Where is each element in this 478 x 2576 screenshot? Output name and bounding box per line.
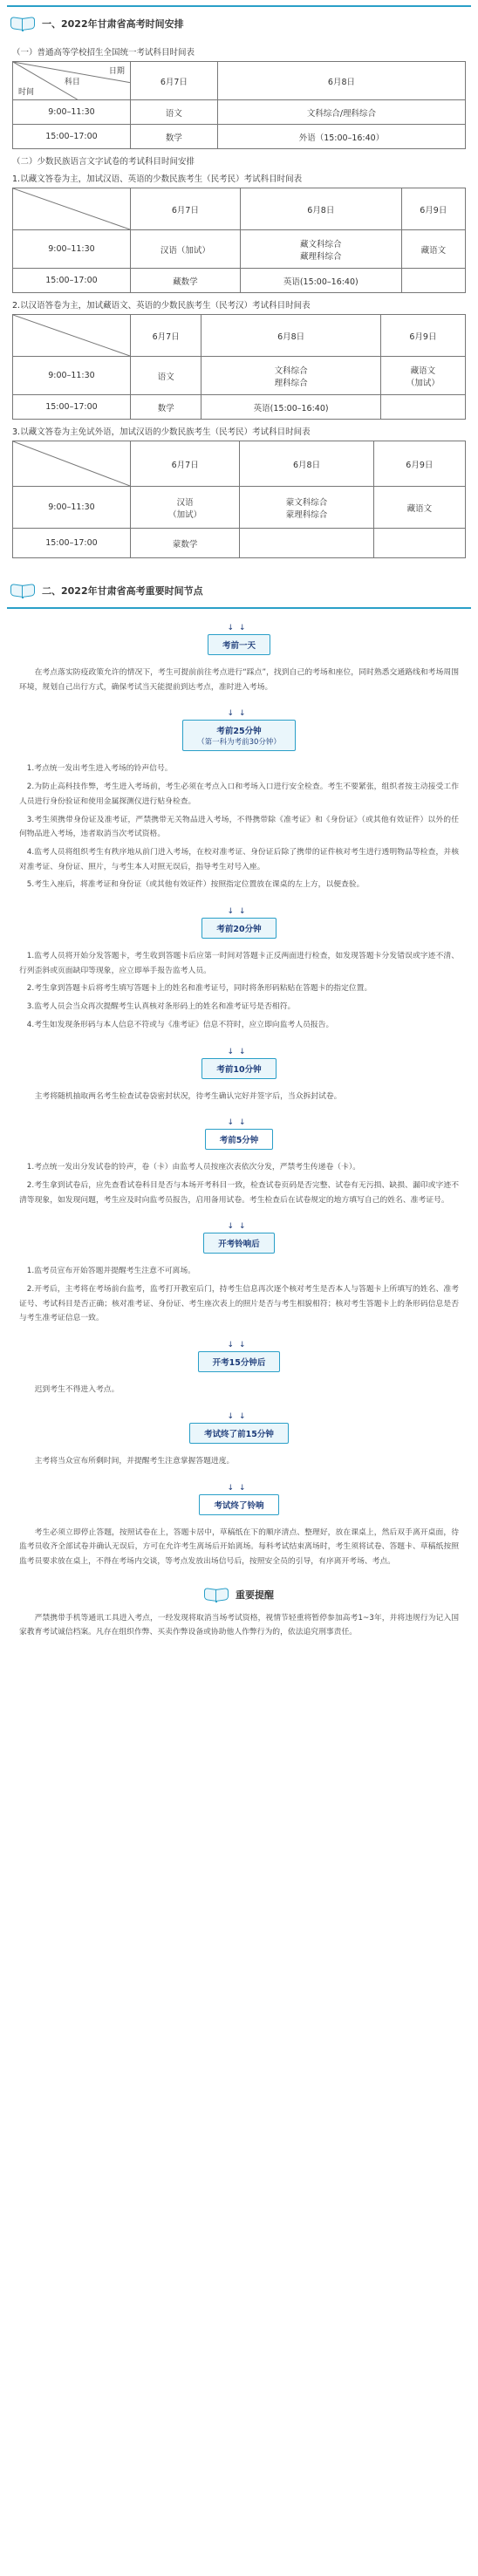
paragraph: 1.监考人员将开始分发答题卡，考生收到答题卡后应第一时间对答题卡正反两面进行检查，如发现答题卡分发错误或字迹不清、行列歪斜或页面缺印等现象，应立即举手报告监考人员。 [19,952,459,975]
node-label: 考前一天 [208,634,270,655]
table-corner-cell [13,441,131,487]
section-divider [7,607,471,609]
minority-caption: （二）少数民族语言文字试卷的考试科目时间安排 [12,157,195,167]
paragraph: 考生必须立即停止答题，按照试卷在上，答题卡居中，草稿纸在下的顺序清点、整理好，放在课桌上，然后双手离开桌面，待监考员收齐全部试卷并确认无误后，方可在允许考生离场后开始离场。每科考试结束离场时，考生须将试卷、答题卡、草稿纸按照监考员要求放在桌上，不得在考场内交谈，等考点发放出场信号后，按照安全员的引导，有序离开考场、考点。 [19,1527,459,1566]
subject-cell: 语文 [130,357,201,395]
subject-cell: 蒙数学 [130,529,240,558]
subject-cell: 英语(15:00–16:40) [201,395,380,420]
table-caption: 2.以汉语答卷为主，加试藏语文、英语的少数民族考生（民考汉）考试科目时间表 [12,301,311,311]
date-header: 6月7日 [130,441,240,487]
down-arrows-icon: ↓↓ [227,1118,251,1128]
book-icon [10,583,35,598]
paragraph: 4.考生如发现条形码与本人信息不符或与《准考证》信息不符时，应立即向监考人员报告。 [26,1020,334,1029]
subject-cell: 文科综合 理科综合 [201,357,380,395]
down-arrows-icon: ↓↓ [227,624,251,632]
paragraph: 1.考点统一发出分发试卷的铃声，卷（卡）由监考人员按座次表依次分发，严禁考生传递卷（卡）。 [26,1163,361,1172]
table-caption: （一）普通高等学校招生全国统一考试科目时间表 [12,48,195,58]
node-label: 考试终了前15分钟 [189,1423,289,1444]
schedule-table-3 [12,314,466,420]
subject-cell [240,529,373,558]
paragraph: 2.考生拿到答题卡后将考生填写答题卡上的姓名和准考证号，同时将条形码粘贴在答题卡的指定位置。 [26,984,372,994]
date-header: 6月7日 [130,188,240,230]
paragraph: 2.考生拿到试卷后，应先查看试卷科目是否与本场开考科目一致，检查试卷页码是否完整、试卷有无污损、缺损、漏印或字迹不清等现象，如发现问题，考生应及时向监考员报告，启用备用试卷。考生检查后在试卷规定的地方填写自己的姓名、准考证号。 [19,1180,459,1205]
schedule-table-1 [12,61,466,149]
subject-cell: 汉语 （加试） [130,487,240,529]
date-header: 6月8日 [217,62,465,100]
date-header: 6月7日 [130,62,217,100]
subject-cell: 外语（15:00–16:40） [217,125,465,149]
table-corner-cell: 日期 科目 时间 [13,62,131,100]
timeline-node [0,1049,478,1079]
paragraph: 5.考生入座后，将准考证和身份证（或其他有效证件）按照指定位置放在课桌的左上方，以便查验。 [26,880,365,890]
timeline-node [0,1223,478,1254]
section-title: 重要提醒 [236,1589,274,1601]
date-header: 6月9日 [373,441,465,487]
down-arrows-icon: ↓↓ [227,1222,251,1232]
subject-cell: 藏语文 （加试） [380,357,465,395]
down-arrows-icon: ↓↓ [227,1341,251,1350]
section-title: 一、2022年甘肃省高考时间安排 [42,18,184,30]
time-cell: 9:00–11:30 [13,487,131,529]
time-cell: 9:00–11:30 [13,100,131,125]
table-corner-cell [13,188,131,230]
timeline-node [0,1119,478,1150]
time-cell: 15:00–17:00 [13,125,131,149]
book-icon [10,16,35,31]
section-title: 二、2022年甘肃省高考重要时间节点 [42,585,203,597]
date-header: 6月7日 [130,315,201,357]
down-arrows-icon: ↓↓ [227,907,251,917]
subject-cell: 数学 [130,395,201,420]
timeline-node [0,1485,478,1515]
paragraph: 3.监考人员会当众再次提醒考生认真核对条形码上的姓名和准考证号是否相符。 [26,1002,296,1012]
node-label: 考前20分钟 [201,918,276,939]
subject-cell: 藏语文 [401,230,465,269]
paragraph: 在考点落实防疫政策允许的情况下，考生可提前前往考点进行“踩点”，找到自己的考场和座位，同时熟悉交通路线和考场周围环境，规划自己出行方式，确保考试当天能提前到达考点，准时进入考场。 [19,668,459,692]
schedule-table-2 [12,188,466,293]
subject-cell: 文科综合/理科综合 [217,100,465,125]
timeline-node [0,1342,478,1372]
section-header-1 [7,5,471,40]
paragraph: 主考将当众宣布所剩时间，并提醒考生注意掌握答题进度。 [34,1456,235,1466]
paragraph: 迟到考生不得进入考点。 [34,1385,120,1395]
section-header-3 [7,1578,471,1611]
down-arrows-icon: ↓↓ [227,1483,251,1493]
paragraph: 2.为防止高科技作弊，考生进入考场前，考生必须在考点入口和考场入口进行安全检查。考生不要紧张，组织者按主动接受工作人员进行身份验证和使用金属探测仪进行贴身检查。 [19,782,459,806]
date-header: 6月8日 [240,441,373,487]
time-cell: 9:00–11:30 [13,230,131,269]
subject-cell [401,269,465,293]
date-header: 6月8日 [240,188,401,230]
paragraph: 4.监考人员将组织考生有秩序地从前门进入考场，在校对准考证、身份证后除了携带的证件核对考生进行透明物品等检查，并核对准考证、身份证、照片，与考生本人对照无误后，指导考生对号入座。 [19,847,459,871]
timeline-node [0,710,478,751]
subject-cell [380,395,465,420]
time-cell: 15:00–17:00 [13,395,131,420]
node-label: 考前5分钟 [205,1129,274,1150]
subject-cell: 藏数学 [130,269,240,293]
date-header: 6月9日 [380,315,465,357]
subject-cell: 蒙文科综合 蒙理科综合 [240,487,373,529]
subject-cell: 语文 [130,100,217,125]
time-cell: 9:00–11:30 [13,357,131,395]
timeline-node [0,908,478,939]
section-header-2 [7,574,471,607]
node-label: 考前25分钟 （第一科为考前30分钟） [182,720,296,751]
paragraph: 严禁携带手机等通讯工具进入考点，一经发现将取消当场考试资格，视情节轻重将暂停参加高考1~3年，并将违规行为记入国家教育考试诚信档案。凡存在组织作弊、买卖作弊设备或协助他人作弊行为的，依法追究刑事责任。 [19,1613,459,1637]
paragraph: 1.监考员宣布开始答题并提醒考生注意不可离场。 [26,1267,195,1276]
paragraph: 3.考生须携带身份证及准考证，严禁携带无关物品进入考场，不得携带除《准考证》和《身份证》（或其他有效证件）以外的任何物品进入考场，违者取消当次考试资格。 [19,815,459,839]
paragraph: 主考将随机抽取两名考生检查试卷袋密封状况，待考生确认完好并签字后，当众拆封试卷。 [34,1091,342,1101]
date-header: 6月8日 [201,315,380,357]
table-caption: 1.以藏文答卷为主，加试汉语、英语的少数民族考生（民考民）考试科目时间表 [12,174,303,184]
time-cell: 15:00–17:00 [13,529,131,558]
subject-cell: 藏文科综合 藏理科综合 [240,230,401,269]
timeline-node [0,625,478,655]
subject-cell: 英语(15:00–16:40) [240,269,401,293]
down-arrows-icon: ↓↓ [227,1411,251,1421]
down-arrows-icon: ↓↓ [227,709,251,719]
subject-cell: 数学 [130,125,217,149]
subject-cell: 汉语（加试） [130,230,240,269]
node-label: 开考铃响后 [203,1233,275,1254]
down-arrows-icon: ↓↓ [227,1047,251,1056]
book-icon [204,1587,229,1602]
node-label: 开考15分钟后 [198,1351,281,1372]
table-caption: 3.以藏文答卷为主免试外语，加试汉语的少数民族考生（民考民）考试科目时间表 [12,427,311,437]
paragraph: 2.开考后，主考将在考场前台监考，监考打开教室后门，持考生信息再次逐个核对考生是否本人与答题卡上所填写的姓名、准考证号、考试科目是否正确；核对准考证、身份证、考生座次表上的照片是否与考生相貌相符；核对考生答题卡上的条形码信息是否与考生准考证信息一致。 [19,1285,459,1323]
time-cell: 15:00–17:00 [13,269,131,293]
paragraph: 1.考点统一发出考生进入考场的铃声信号。 [26,764,173,774]
table-corner-cell [13,315,131,357]
date-header: 6月9日 [401,188,465,230]
schedule-table-4 [12,441,466,558]
node-label: 考试终了铃响 [199,1494,278,1515]
subject-cell [373,529,465,558]
node-label: 考前10分钟 [201,1058,276,1079]
timeline-node [0,1413,478,1444]
subject-cell: 藏语文 [373,487,465,529]
